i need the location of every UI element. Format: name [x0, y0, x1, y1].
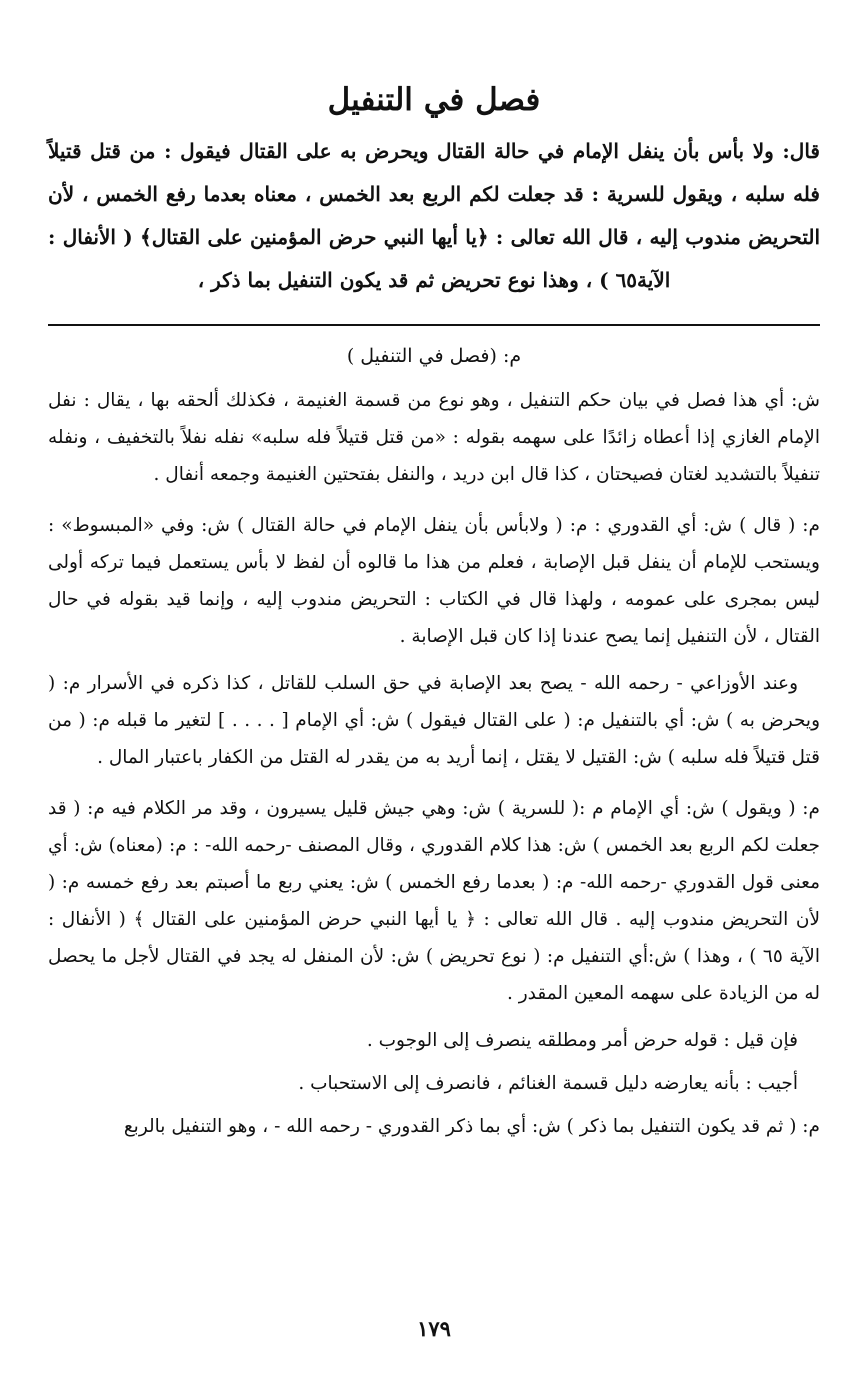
page-body — [48, 78, 820, 1155]
chapter-title: فصل في التنفيل — [327, 82, 541, 118]
objection-answer: أجيب : بأنه يعارضه دليل قسمة الغنائم ، فانصرف إلى الاستحباب . — [298, 1073, 798, 1094]
commentary-paragraph: ش: أي هذا فصل في بيان حكم التنفيل ، وهو نوع من قسمة الغنيمة ، فكذلك ألحقه بها ، يقال : نفل الإمام الغازي إذا أعطاه زائدًا على سهمه بقوله : «من قتل قتيلاً فله سلبه» نفله نفلاً بالتخفيف ، ونفله تنفيلاً بالتشديد لغتان فصيحتان ، كذا قال ابن دريد ، والنفل بفتحتين الغنيمة وجمعه أنفال . — [48, 390, 820, 485]
closing-line: م: ( ثم قد يكون التنفيل بما ذكر ) ش: أي بما ذكر القدوري - رحمه الله - ، وهو التنفيل بالربع — [123, 1116, 820, 1137]
commentary-heading: م: (فصل في التنفيل ) — [346, 345, 522, 367]
matn-text: قال: ولا بأس بأن ينفل الإمام في حالة القتال ويحرض به على القتال فيقول : من قتل قتيلاً فله سلبه ، ويقول للسرية : قد جعلت لكم الربع بعد الخمس ، معناه بعدما رفع الخمس ، لأن التحريض مندوب إليه ، قال الله تعالى : ﴿يا أيها النبي حرض المؤمنين على القتال﴾ ( الأنفال : الآية٦٥ ) ، وهذا نوع تحريض ثم قد يكون التنفيل بما ذكر ، — [48, 139, 820, 292]
commentary-paragraph: م: ( ويقول ) ش: أي الإمام م :( للسرية ) ش: وهي جيش قليل يسيرون ، وقد مر الكلام فيه م: ( قد جعلت لكم الربع بعد الخمس ) ش: هذا كلام القدوري ، وقال المصنف -رحمه الله- : م: (معناه) ش: أي معنى قول القدوري -رحمه الله- م: ( بعدما رفع الخمس ) ش: يعني ربع ما أصبتم بعد رفع خمسه م: ( لأن التحريض مندوب إليه . قال الله تعالى : ﴿ يا أيها النبي حرض المؤمنين على القتال ﴾ ( الأنفال : الآية ٦٥ ) ، وهذا ) ش:أي التنفيل م: ( نوع تحريض ) ش: لأن المنفل له يجد في القتال لأجل ما يحصل له من الزيادة على سهمه المعين المقدر . — [48, 798, 820, 1004]
commentary-paragraph: م: ( قال ) ش: أي القدوري : م: ( ولابأس بأن ينفل الإمام في حالة القتال ) ش: وفي «المبسوط» : ويستحب للإمام أن ينفل قبل الإصابة ، فعلم من هذا ما قالوه أن لفظ لا بأس يستعمل فيما تركه أولى ليس بمجرى على عمومه ، ولهذا قال في الكتاب : التحريض مندوب إليه ، وإنما قيد بقوله في حال القتال ، لأن التنفيل إنما يصح عندنا إذا كان قبل الإصابة . — [48, 515, 820, 647]
commentary-paragraph: وعند الأوزاعي - رحمه الله - يصح بعد الإصابة في حق السلب للقاتل ، كذا ذكره في الأسرار م: ( ويحرض به ) ش: أي بالتنفيل م: ( على القتال فيقول ) ش: أي الإمام [ . . . . ] لتغير ما قبله م: ( من قتل قتيلاً فله سلبه ) ش: القتيل لا يقتل ، إنما أريد به من يقدر له القتل من الكفار باعتبار المال . — [48, 673, 820, 768]
section-divider — [48, 324, 820, 326]
objection-question: فإن قيل : قوله حرض أمر ومطلقه ينصرف إلى الوجوب . — [366, 1030, 798, 1051]
page-number: ١٧٩ — [417, 1316, 451, 1341]
